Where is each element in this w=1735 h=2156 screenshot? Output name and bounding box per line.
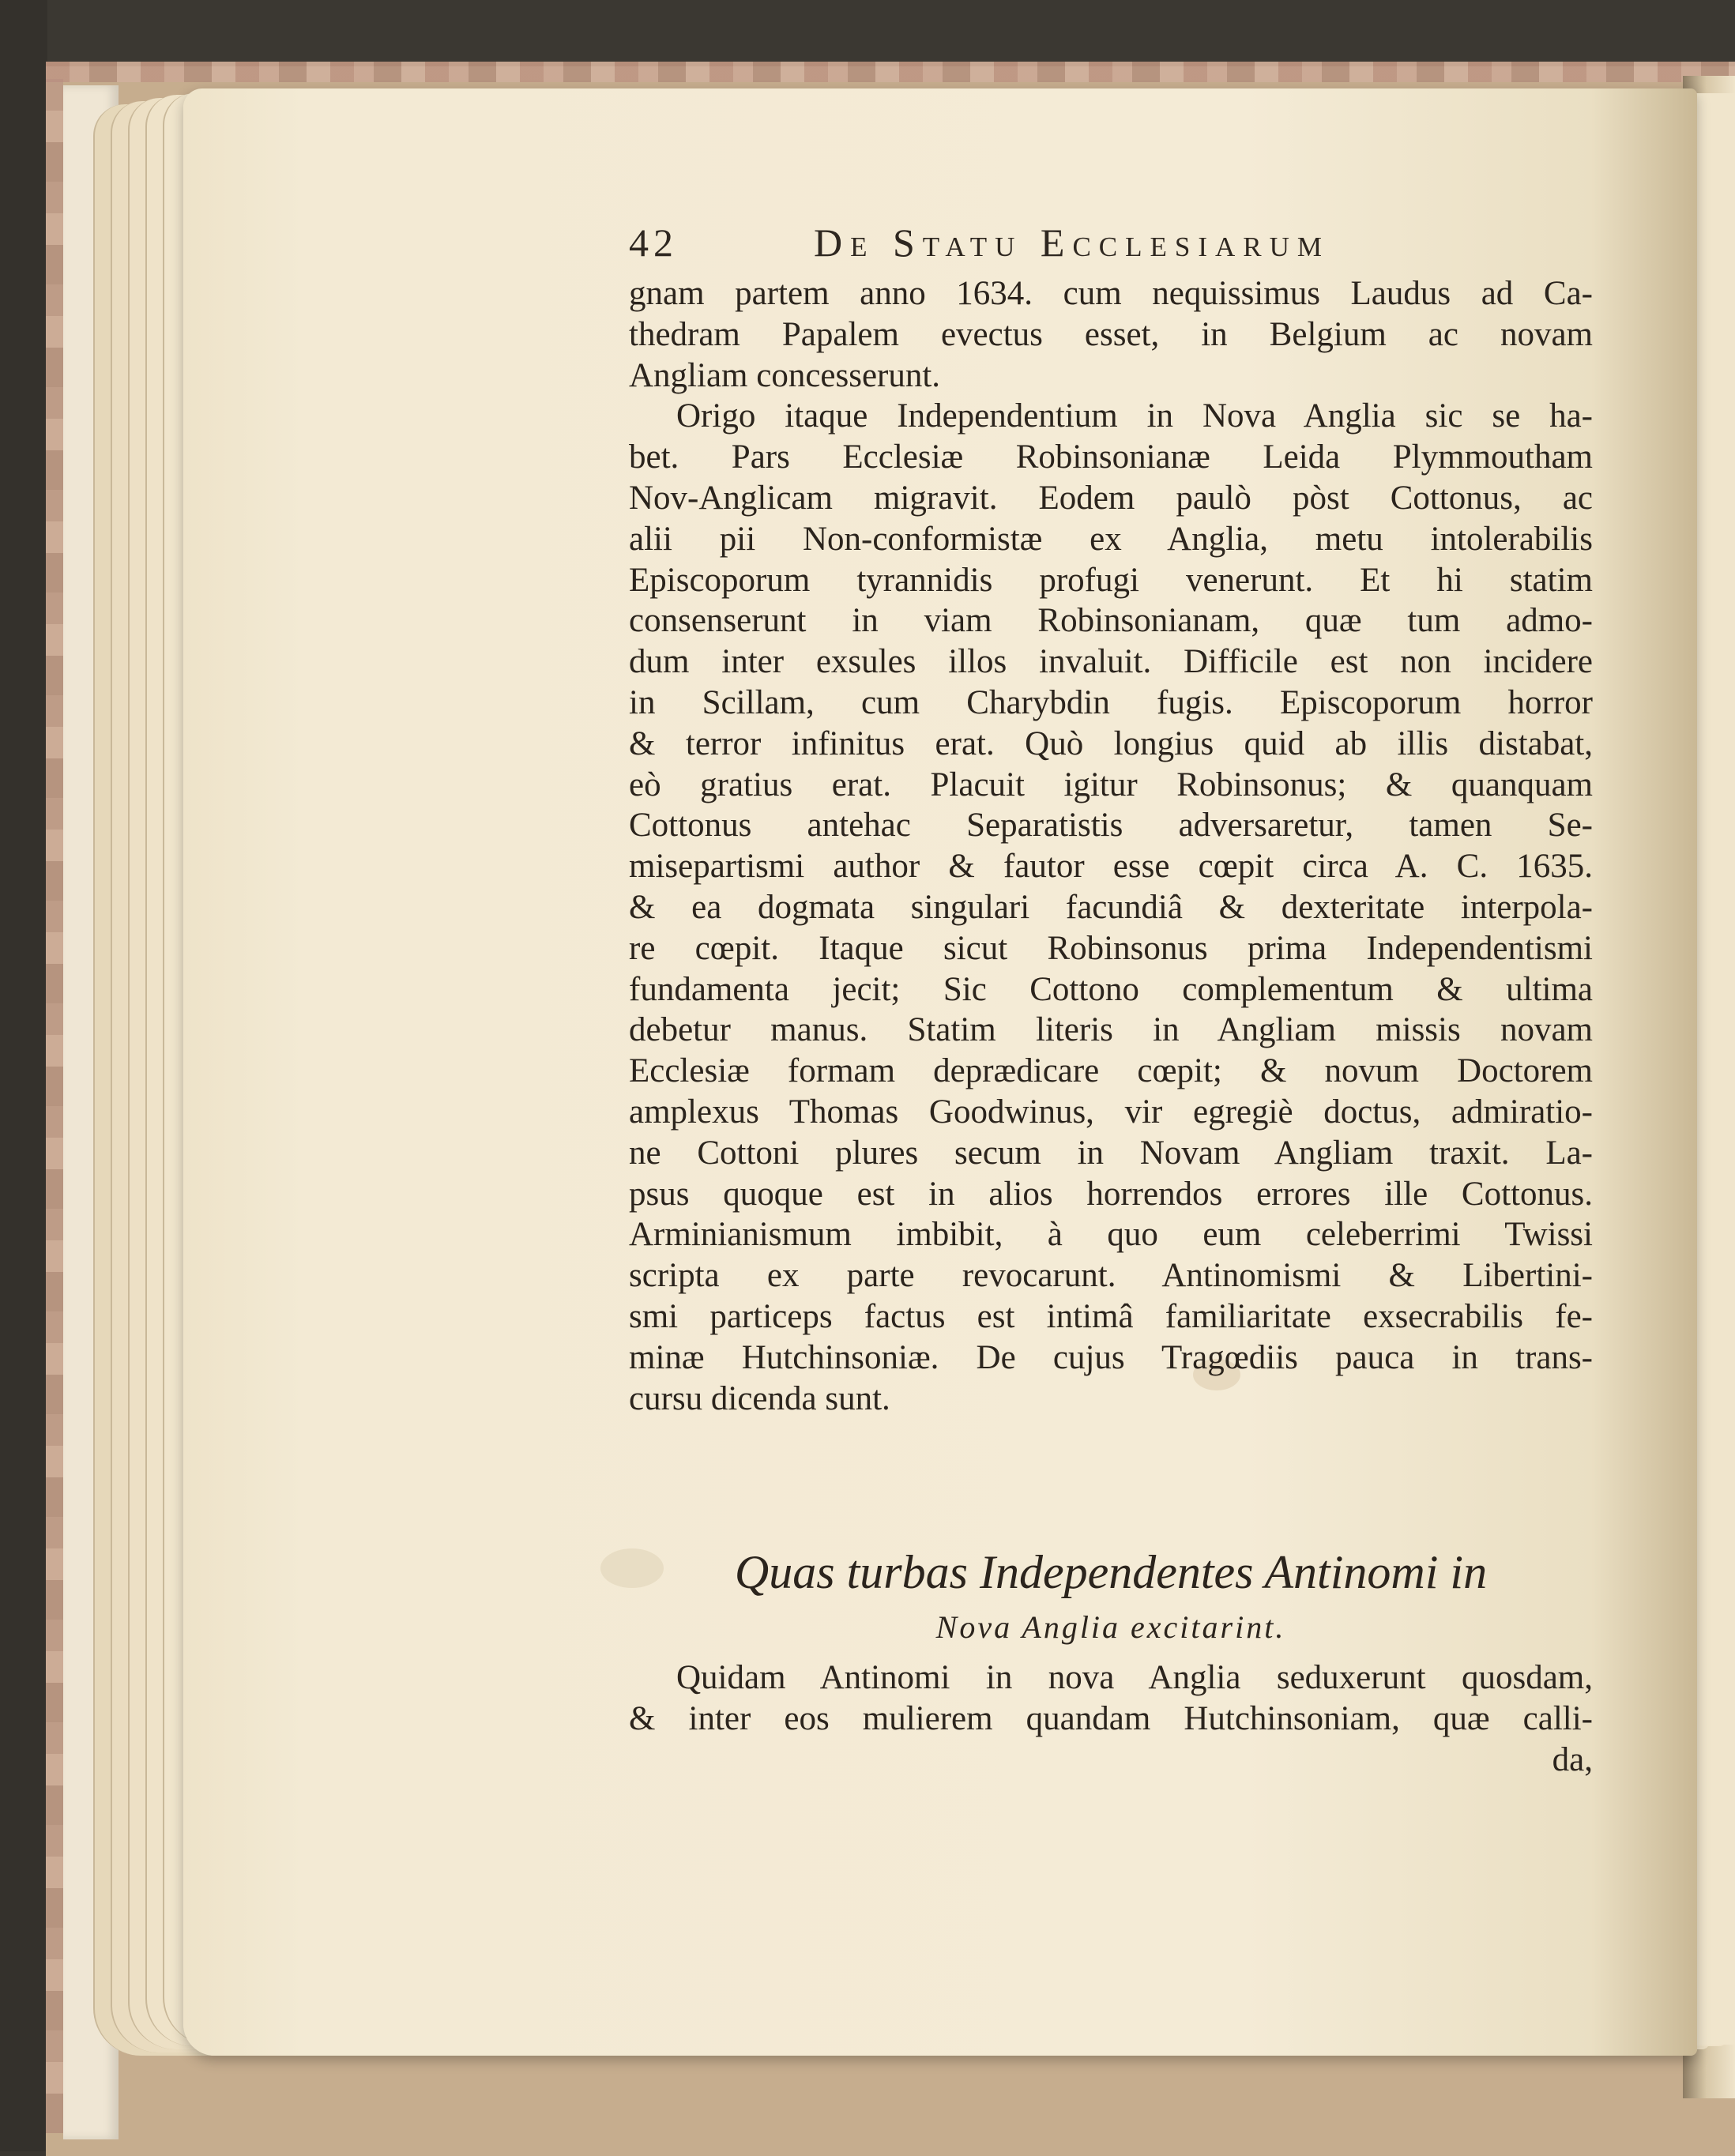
text-line: psus quoque est in alios horrendos errores ille Cottonus. [629, 1175, 1593, 1213]
catchword: da, [1552, 1741, 1593, 1778]
text-line: Arminianismum imbibit, à quo eum celeberrimi Twissi [629, 1216, 1593, 1254]
text-line: in Scillam, cum Charybdin fugis. Episcoporum horror [629, 683, 1593, 721]
text-line: Angliam concesserunt. [629, 356, 941, 394]
text-line: fundamenta jecit; Sic Cottono complementum & ultima [629, 970, 1593, 1008]
text-line: eò gratius erat. Placuit igitur Robinsonus; & quanquam [629, 766, 1593, 803]
text-line: re cœpit. Itaque sicut Robinsonus prima Independentismi [629, 929, 1593, 967]
text-line: & ea dogmata singulari facundiâ & dexteritate interpola- [629, 888, 1593, 926]
page-number: 42 [629, 220, 678, 265]
text-line: alii pii Non-conformistæ ex Anglia, metu intolerabilis [629, 520, 1593, 558]
text-line: amplexus Thomas Goodwinus, vir egregiè doctus, admiratio- [629, 1093, 1593, 1131]
text-line: dum inter exsules illos invaluit. Difficile est non incidere [629, 643, 1593, 681]
text-line: & inter eos mulierem quandam Hutchinsoniam, quæ calli- [629, 1700, 1593, 1737]
text-line: ne Cottoni plures secum in Novam Angliam traxit. La- [629, 1134, 1593, 1172]
text-line: misepartismi author & fautor esse cœpit circa A. C. 1635. [629, 848, 1593, 886]
body-text [629, 273, 1593, 1419]
text-line: debetur manus. Statim literis in Angliam missis novam [629, 1011, 1593, 1049]
text-line: smi particeps factus est intimâ familiaritate exsecrabilis fe- [629, 1297, 1593, 1335]
text-line: cursu dicenda sunt. [629, 1379, 890, 1417]
marbled-edge [46, 62, 1735, 82]
text-line: consenserunt in viam Robinsonianam, quæ tum admo- [629, 602, 1593, 640]
text-line: minæ Hutchinsoniæ. De cujus Tragœdiis pauca in trans- [629, 1338, 1593, 1376]
text-line: Quidam Antinomi in nova Anglia seduxerunt quosdam, [676, 1659, 1593, 1696]
background-left [0, 0, 47, 2151]
section-heading-line: Quas turbas Independentes Antinomi in [734, 1546, 1488, 1598]
section-text [629, 1657, 1593, 1781]
text-line: scripta ex parte revocarunt. Antinomismi & Libertini- [629, 1257, 1593, 1295]
text-line: Origo itaque Independentium in Nova Anglia sic se ha- [676, 397, 1593, 435]
text-line: Nov-Anglicam migravit. Eodem paulò pòst Cottonus, ac [629, 479, 1593, 517]
text-line: bet. Pars Ecclesiæ Robinsonianæ Leida Plymmoutham [629, 438, 1593, 476]
text-line: & terror infinitus erat. Quò longius quid ab illis distabat, [629, 724, 1593, 762]
running-header [629, 220, 1379, 275]
text-line: thedram Papalem evectus esset, in Belgium ac novam [629, 315, 1593, 353]
text-line: Ecclesiæ formam deprædicare cœpit; & novum Doctorem [629, 1052, 1593, 1090]
text-line: Episcoporum tyrannidis profugi venerunt. Et hi statim [629, 561, 1593, 599]
marbled-edge-left [46, 79, 63, 2133]
text-line: gnam partem anno 1634. cum nequissimus Laudus ad Ca- [629, 275, 1593, 312]
section-heading [629, 1541, 1593, 1651]
running-title: De Statu Ecclesiarum [814, 220, 1330, 265]
text-line: Cottonus antehac Separatistis adversaretur, tamen Se- [629, 807, 1593, 845]
section-heading-subline: Nova Anglia excitarint. [935, 1609, 1286, 1645]
background [0, 0, 1735, 71]
